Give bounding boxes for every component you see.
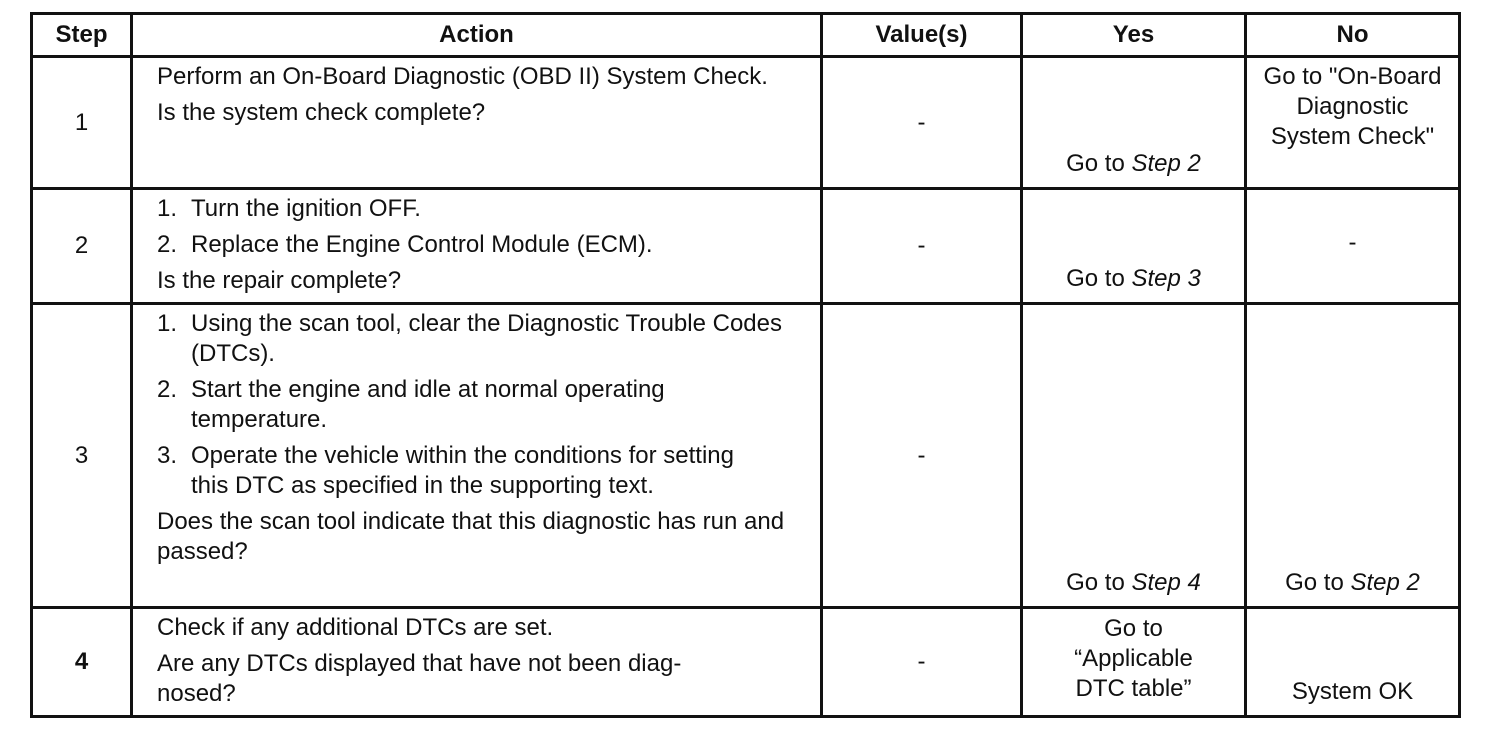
- list-number: 2.: [157, 231, 178, 258]
- action-step-text: Operate the vehicle within the conditions for setting this DTC as specified in the supporting text.: [191, 442, 734, 499]
- action-step-text: Turn the ignition OFF.: [191, 195, 421, 222]
- no-cell: [1246, 57, 1460, 189]
- table-row: [32, 304, 1460, 608]
- action-cell: [132, 57, 822, 189]
- yes-text: Go to: [1066, 265, 1132, 292]
- step-number: 4: [32, 608, 132, 717]
- yes-text: Go to “Applicable DTC table”: [1074, 615, 1193, 702]
- value-cell: -: [822, 189, 1022, 304]
- no-cell: -: [1246, 189, 1460, 304]
- action-question: Does the scan tool indicate that this diagnostic has run and passed?: [157, 508, 785, 565]
- action-question: Are any DTCs displayed that have not been diag-nosed?: [157, 650, 682, 707]
- action-text: Check if any additional DTCs are set.: [157, 614, 554, 641]
- action-step: [157, 194, 810, 224]
- list-number: 1.: [157, 195, 178, 222]
- action-step: [157, 230, 810, 260]
- yes-text: Go to: [1066, 569, 1132, 596]
- list-number: 3.: [157, 442, 178, 469]
- value-cell: -: [822, 608, 1022, 717]
- header-step: Step: [32, 14, 132, 57]
- header-yes: Yes: [1022, 14, 1246, 57]
- yes-cell: [1022, 189, 1246, 304]
- action-step-text: Replace the Engine Control Module (ECM).: [191, 231, 653, 258]
- action-step-text: Using the scan tool, clear the Diagnostic Trouble Codes (DTCs).: [191, 310, 782, 367]
- table-row: [32, 57, 1460, 189]
- action-question: Is the system check complete?: [157, 99, 486, 126]
- header-action: Action: [132, 14, 822, 57]
- yes-text: Go to: [1066, 150, 1132, 177]
- step-reference: Step 3: [1131, 265, 1201, 292]
- list-number: 1.: [157, 310, 178, 337]
- step-reference: Step 2: [1350, 569, 1420, 596]
- no-text: Go to: [1285, 569, 1351, 596]
- step-number: 2: [32, 189, 132, 304]
- no-cell: System OK: [1246, 608, 1460, 717]
- header-row: [32, 14, 1460, 57]
- action-step-text: Start the engine and idle at normal operating temperature.: [191, 376, 665, 433]
- action-step: [157, 441, 810, 501]
- yes-cell: [1022, 57, 1246, 189]
- yes-cell: [1022, 304, 1246, 608]
- yes-cell: [1022, 608, 1246, 717]
- header-values: Value(s): [822, 14, 1022, 57]
- value-cell: -: [822, 304, 1022, 608]
- action-step: [157, 309, 810, 369]
- action-text: Perform an On-Board Diagnostic (OBD II) System Check.: [157, 63, 768, 90]
- no-text: Go to "On-Board Diagnostic System Check": [1263, 63, 1442, 150]
- action-question: Is the repair complete?: [157, 267, 402, 294]
- step-reference: Step 2: [1131, 150, 1201, 177]
- diagnostic-table: [30, 12, 1461, 718]
- step-number: 3: [32, 304, 132, 608]
- action-cell: [132, 608, 822, 717]
- table-row: [32, 189, 1460, 304]
- action-cell: [132, 304, 822, 608]
- list-number: 2.: [157, 376, 178, 403]
- action-cell: [132, 189, 822, 304]
- step-reference: Step 4: [1131, 569, 1201, 596]
- header-no: No: [1246, 14, 1460, 57]
- action-step: [157, 375, 810, 435]
- step-number: 1: [32, 57, 132, 189]
- table-row: [32, 608, 1460, 717]
- no-cell: [1246, 304, 1460, 608]
- value-cell: -: [822, 57, 1022, 189]
